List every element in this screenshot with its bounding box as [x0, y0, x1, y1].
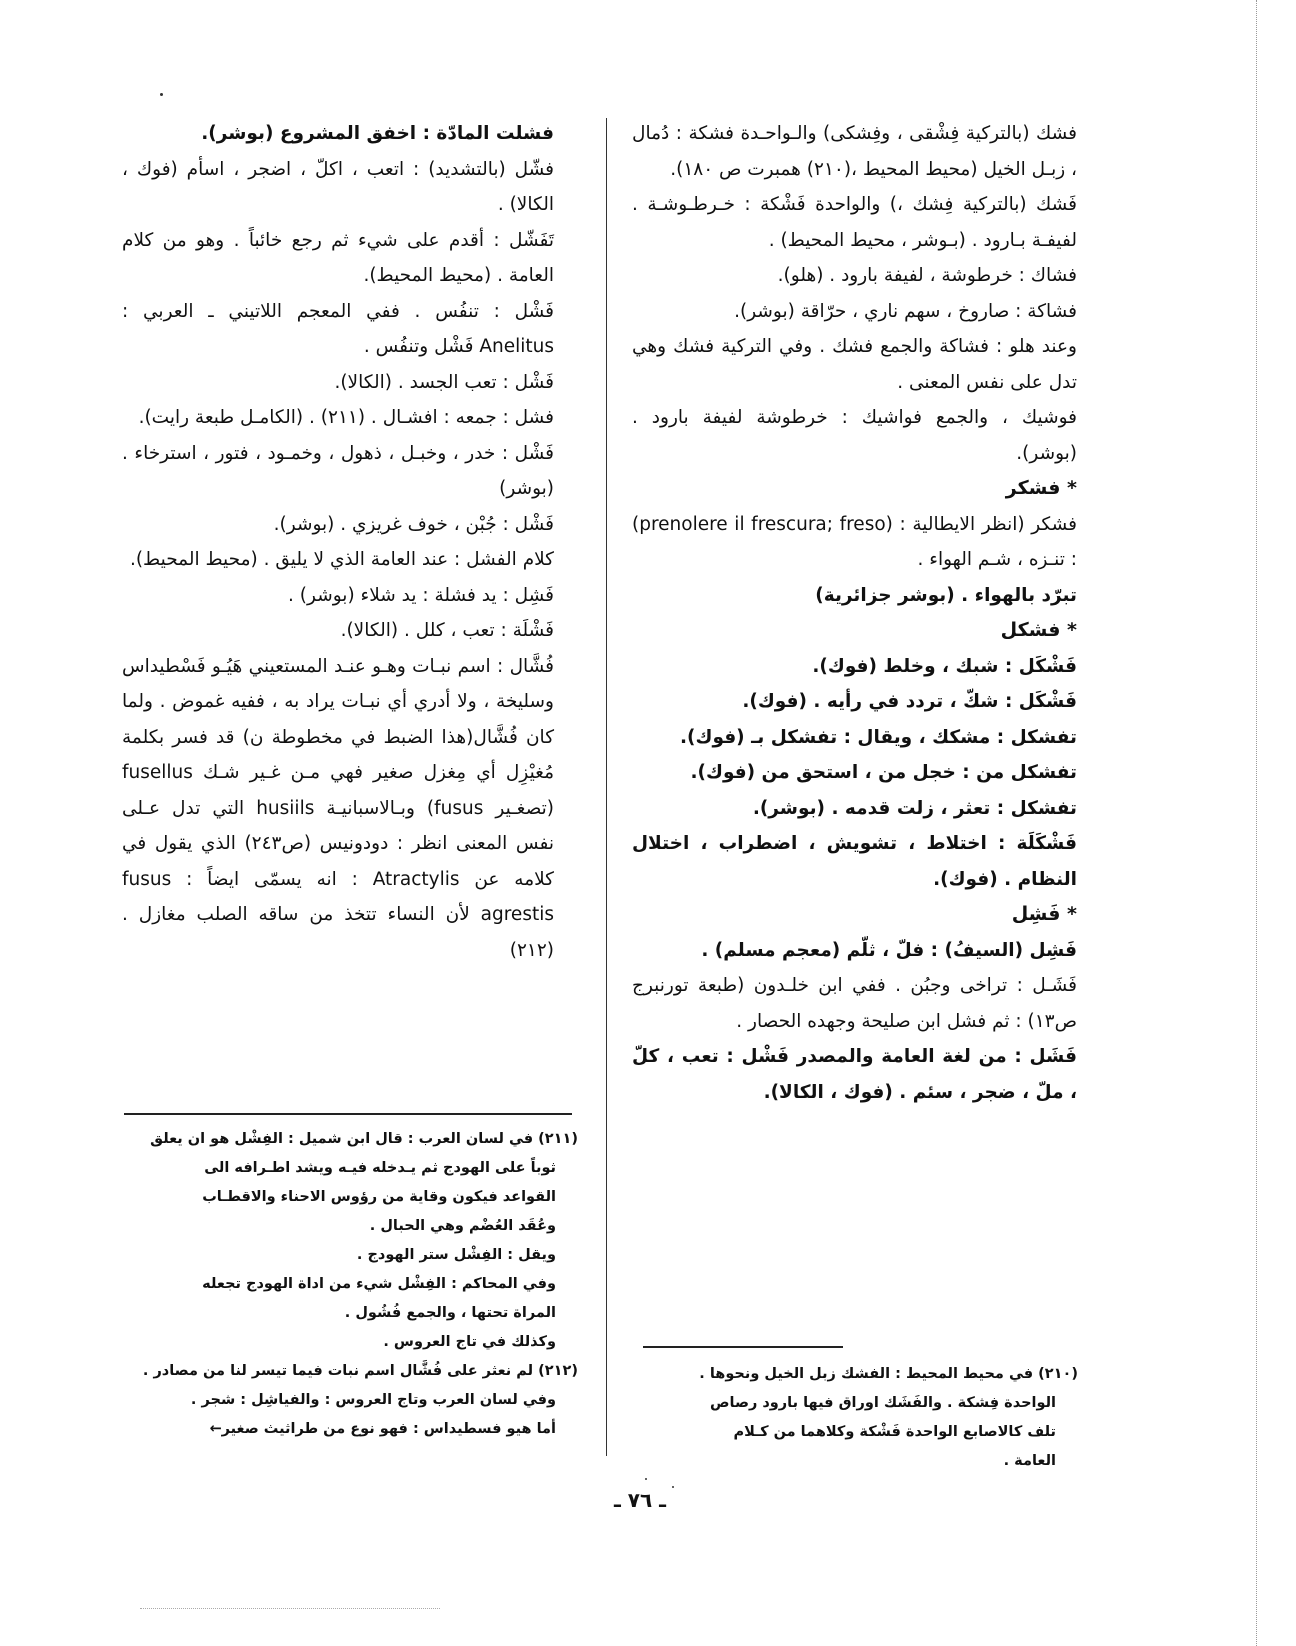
- entry: فَشْل : تنفُس . ففي المعجم اللاتيني ـ العربي : Anelitus فَشْل وتنفُس .: [122, 300, 554, 357]
- entry: فشاكة : صاروخ ، سهم ناري ، حرّاقة (بوشر).: [734, 300, 1077, 322]
- footnote-line: الواحدة فِشكة . والفَشَك اوراق فيها بارود رصاص: [710, 1395, 1056, 1411]
- footnotes-left: [116, 1125, 578, 1444]
- entry: فشكر (انظر الايطالية : (prenolere il frescura; freso) : تنـزه ، شـم الهواء .: [632, 513, 1077, 570]
- entry: كلام الفشل : عند العامة الذي لا يليق . (محيط المحيط).: [129, 549, 554, 570]
- scan-dots: [140, 1608, 440, 1609]
- entry: فَشْل : جُبْن ، خوف غريزي . (بوشر).: [273, 513, 554, 535]
- entry: فَشَل : من لغة العامة والمصدر فَشْل : تعب ، كلّ ، ملّ ، ضجر ، سئم . (فوك ، الكالا).: [632, 1046, 1077, 1103]
- footnote-line: (٢١٠) في محيط المحيط : الفشك زبل الخيل ونحوها .: [699, 1366, 1078, 1382]
- footnote-line: ثوباً على الهودج ثم يـدخله فيـه ويشد اطـرافه الى: [204, 1160, 556, 1176]
- scan-speck: [160, 93, 163, 96]
- entry: تفشكل : مشكك ، ويقال : تفشكل بـ (فوك).: [680, 726, 1077, 748]
- footnote-line: وعُقَد العُضْم وهي الحبال .: [369, 1218, 556, 1234]
- footnote-line: (٢١٢) لم نعثر على فُشَّال اسم نبات فيما تيسر لنا من مصادر .: [142, 1363, 578, 1379]
- page-number: ـ ٧٦ ـ: [613, 1488, 667, 1512]
- entry: فَشْكَل : شبك ، وخلط (فوك).: [812, 655, 1077, 677]
- footnote-line: أما هيو فسطيداس : فهو نوع من طراثيث صغير←: [209, 1421, 556, 1437]
- entry: فشل : جمعه : افشـال . (٢١١) . (الكامـل طبعة رايت).: [138, 407, 554, 428]
- footnote-rule: [124, 1113, 572, 1115]
- entry: فُشَّال : اسم نبـات وهـو عنـد المستعيني هَيُـو فَسْطيداس وسليخة ، ولا أدري أي نبـات يراد به ، ففيه غموض . ولما كان فُشَّال(هذا الضبط في مخطوطة ن) قد فسر بكلمة مُغيْزِل أي مِغزل صغير فهي مـن غـير شـك fusellus (تصغـير fusus) وبـالاسبانيـة husiils التي تدل عـلى نفس المعنى انظر : دودونيس (ص٢٤٣) الذي يقول في كلامه عن Atractylis : انه يسمّى ايضاً : fusus agrestis لأن النساء تتخذ من ساقه الصلب مغازل .(٢١٢): [122, 655, 554, 961]
- section-heading: * فَشِل: [1011, 903, 1077, 925]
- footnote-line: العامة .: [1003, 1453, 1056, 1469]
- footnote-line: وفي المحاكم : الفِشْل شيء من اداة الهودج تجعله: [202, 1276, 556, 1292]
- entry: فشّل (بالتشديد) : اتعب ، اكلّ ، اضجر ، اسأم (فوك ، الكالا) .: [122, 158, 554, 215]
- page-edge-line: [1256, 0, 1257, 1646]
- section-heading: * فشكل: [1000, 619, 1077, 641]
- entry: فوشيك ، والجمع فواشيك : خرطوشة لفيفة بارود . (بوشر).: [632, 407, 1077, 464]
- entry: فشاك : خرطوشة ، لفيفة بارود . (هلو).: [777, 265, 1077, 286]
- entry: فَشْكَلَة : اختلاط ، تشويش ، اضطراب ، اختلال النظام . (فوك).: [632, 833, 1077, 890]
- left-column: [122, 116, 554, 968]
- footnote-line: المراة تحتها ، والجمع فُشُول .: [344, 1305, 556, 1321]
- entry: تَفَشّل : أقدم على شيء ثم رجع خائباً . وهو من كلام العامة . (محيط المحيط).: [122, 229, 554, 286]
- footnotes-right: [628, 1360, 1078, 1476]
- entry: فَشْل : خدر ، وخبـل ، ذهول ، وخمـود ، فتور ، استرخاء . (بوشر): [122, 442, 554, 499]
- entry: وعند هلو : فشاكة والجمع فشك . وفي التركية فشك وهي تدل على نفس المعنى .: [632, 336, 1077, 393]
- footnote-line: وكذلك في تاج العروس .: [383, 1334, 556, 1350]
- entry: تفشكل من : خجل من ، استحق من (فوك).: [690, 762, 1077, 783]
- footnote-rule: [643, 1346, 843, 1348]
- entry: فَشك (بالتركية فِشك ،) والواحدة فَشْكة : خـرطـوشـة . لفيفـة بـارود . (بـوشر ، محيط المحيط) .: [632, 194, 1077, 251]
- entry: تفشكل : تعثر ، زلت قدمه . (بوشر).: [752, 797, 1077, 819]
- footnote-line: ويقل : الفِشْل ستر الهودج .: [356, 1247, 556, 1263]
- footnote-line: (٢١١) في لسان العرب : قال ابن شميل : الفِشْل هو ان يعلق: [150, 1131, 578, 1147]
- section-heading: * فشكر: [1005, 477, 1077, 499]
- entry: فَشِل : يد فشلة : يد شلاء (بوشر) .: [288, 584, 554, 606]
- entry: فَشِل (السيفُ) : فلّ ، ثلّم (معجم مسلم) .: [701, 939, 1077, 961]
- scan-speck: [645, 1478, 647, 1480]
- footnote-line: وفي لسان العرب وتاج العروس : والفياشِل : شجر .: [190, 1392, 556, 1408]
- footnote-line: تلف كالاصابع الواحدة فَشْكة وكلاهما من كـلام: [733, 1424, 1056, 1440]
- entry: فشلت المادّة : اخفق المشروع (بوشر).: [201, 123, 554, 144]
- entry: فَشْلَة : تعب ، كلل . (الكالا).: [340, 620, 554, 641]
- entry: فَشْكَل : شكّ ، تردد في رأيه . (فوك).: [742, 691, 1077, 712]
- entry: فشك (بالتركية فِشْقى ، وفِشكى) والـواحـدة فشكة : دُمال ، زبـل الخيل (محيط المحيط ،(٢١٠) همبرت ص ١٨٠).: [632, 123, 1077, 180]
- right-column: [632, 116, 1077, 1110]
- entry: فَشْل : تعب الجسد . (الكالا).: [334, 371, 554, 393]
- entry: تبرّد بالهواء . (بوشر جزائرية): [815, 584, 1077, 606]
- footnote-line: القواعد فيكون وقاية من رؤوس الاحناء والاقطـاب: [202, 1189, 556, 1205]
- column-divider: [606, 118, 607, 1456]
- entry: فَشَـل : تراخى وجبُن . ففي ابن خلـدون (طبعة تورنبرج ص١٣) : ثم فشل ابن صليحة وجهده الحصار .: [632, 975, 1077, 1032]
